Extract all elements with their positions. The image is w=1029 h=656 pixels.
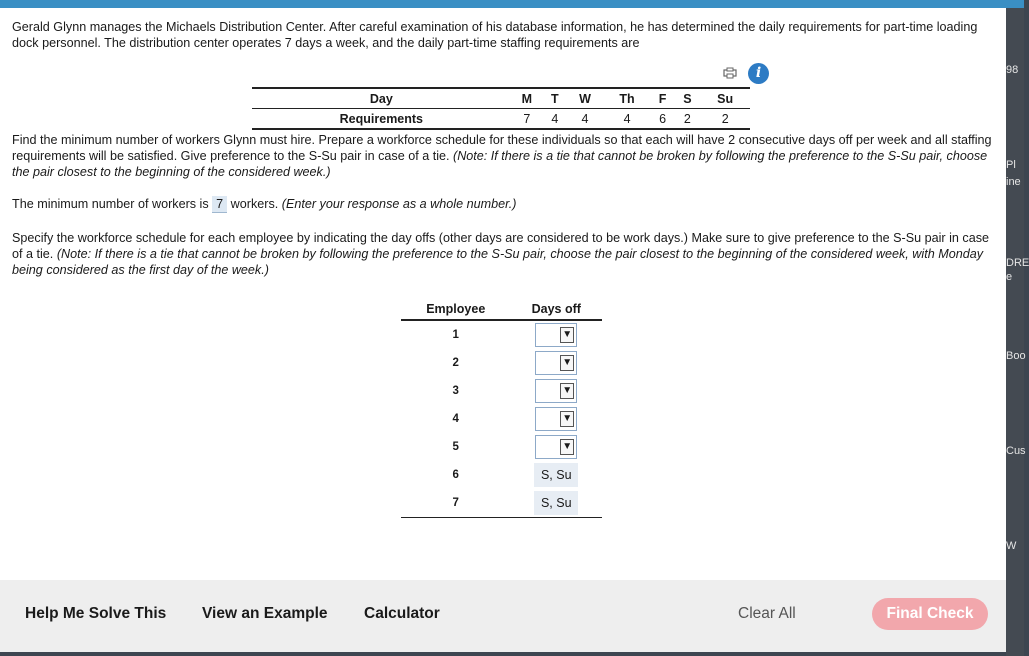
task-paragraph	[12, 132, 994, 180]
schedule-header-row	[401, 298, 602, 320]
requirements-label: Requirements	[252, 109, 511, 130]
employee-number: 1	[452, 329, 459, 341]
employee-number: 5	[452, 441, 459, 453]
employee-number: 2	[452, 357, 459, 369]
table-row	[401, 433, 602, 461]
chevron-down-icon: ▼	[560, 411, 574, 427]
requirement-value: 6	[651, 109, 675, 130]
table-row	[401, 461, 602, 489]
schedule-paragraph	[12, 230, 994, 278]
employee-schedule-table	[401, 298, 602, 518]
background-text: 98	[1006, 64, 1019, 76]
footer-bar	[0, 580, 1006, 652]
min-workers-suffix: workers.	[230, 197, 279, 211]
background-text: W	[1006, 540, 1017, 552]
schedule-text: Specify the workforce schedule for each employee by indicating the day offs (other days are considered to be work days.) Make sure to give preference to the S-Su pair in case of a tie.	[12, 231, 990, 261]
table-row	[401, 320, 602, 349]
day-col: T	[543, 88, 567, 109]
requirement-value: 4	[567, 109, 604, 130]
final-check-button[interactable]: Final Check	[872, 598, 988, 630]
days-off-value: S, Su	[534, 491, 578, 515]
task-note: (Note: If there is a tie that cannot be broken by following the preference to the S-Su pair, choose the pair closest to the beginning of the considered week.)	[12, 149, 988, 179]
chevron-down-icon: ▼	[560, 439, 574, 455]
days-off-dropdown[interactable]	[535, 435, 577, 459]
min-workers-hint: (Enter your response as a whole number.)	[281, 197, 517, 211]
view-example-button[interactable]: View an Example	[202, 605, 328, 622]
employee-number: 7	[401, 489, 511, 518]
requirement-value: 2	[674, 109, 700, 130]
day-col: W	[567, 88, 604, 109]
background-text: DRE	[1006, 257, 1029, 269]
problem-intro: Gerald Glynn manages the Michaels Distribution Center. After careful examination of his database information, he has determined the daily requirements for part-time loading dock personnel. The distribution center operates 7 days a week, and the daily part-time staffing requirements are	[12, 20, 978, 50]
table-row	[401, 405, 602, 433]
requirement-value: 2	[700, 109, 750, 130]
background-window-strip	[1006, 8, 1029, 656]
clear-all-button[interactable]: Clear All	[738, 605, 796, 622]
table-row	[401, 377, 602, 405]
days-off-dropdown[interactable]	[535, 407, 577, 431]
employee-header: Employee	[401, 298, 511, 320]
days-off-header: Days off	[511, 298, 602, 320]
background-text: ine	[1006, 176, 1021, 188]
day-col: Th	[603, 88, 650, 109]
requirements-row	[252, 109, 750, 130]
days-off-value: S, Su	[534, 463, 578, 487]
chevron-down-icon: ▼	[560, 327, 574, 343]
table-row	[401, 349, 602, 377]
chevron-down-icon: ▼	[560, 355, 574, 371]
min-workers-prefix: The minimum number of workers is	[12, 197, 209, 211]
table-row	[401, 489, 602, 518]
background-text: Boo	[1006, 350, 1026, 362]
info-icon[interactable]: i	[748, 63, 769, 84]
day-col: S	[674, 88, 700, 109]
background-text: Pl	[1006, 159, 1016, 171]
requirement-value: 4	[543, 109, 567, 130]
days-off-dropdown[interactable]	[535, 379, 577, 403]
print-icon[interactable]	[723, 67, 737, 79]
task-text: Find the minimum number of workers Glynn must hire. Prepare a workforce schedule for these individuals so that each will have 2 consecutive days off per week and all staffing requirements will be satisfied. Give preference to the S-Su pair in case of a tie.	[12, 133, 992, 163]
employee-number: 4	[452, 413, 459, 425]
question-panel	[0, 8, 1006, 580]
calculator-button[interactable]: Calculator	[364, 605, 440, 622]
days-off-dropdown[interactable]	[535, 351, 577, 375]
days-off-dropdown[interactable]	[535, 323, 577, 347]
requirement-value: 7	[511, 109, 543, 130]
requirement-value: 4	[603, 109, 650, 130]
day-col: F	[651, 88, 675, 109]
employee-number: 3	[452, 385, 459, 397]
employee-number: 6	[452, 469, 459, 481]
help-me-solve-button[interactable]: Help Me Solve This	[25, 605, 167, 622]
min-workers-line	[12, 196, 994, 213]
background-text: Cus	[1006, 445, 1026, 457]
min-workers-answer[interactable]: 7	[212, 196, 227, 213]
requirements-table	[252, 87, 750, 130]
day-col: M	[511, 88, 543, 109]
schedule-note: (Note: If there is a tie that cannot be broken by following the preference to the S-Su pair, choose the pair closest to the beginning of the considered week, with Monday being considered as the first day of the week.)	[12, 247, 984, 277]
top-accent-bar	[0, 0, 1024, 8]
day-header: Day	[252, 88, 511, 109]
day-col: Su	[700, 88, 750, 109]
background-text: e	[1006, 271, 1013, 283]
chevron-down-icon: ▼	[560, 383, 574, 399]
requirements-header-row	[252, 88, 750, 109]
